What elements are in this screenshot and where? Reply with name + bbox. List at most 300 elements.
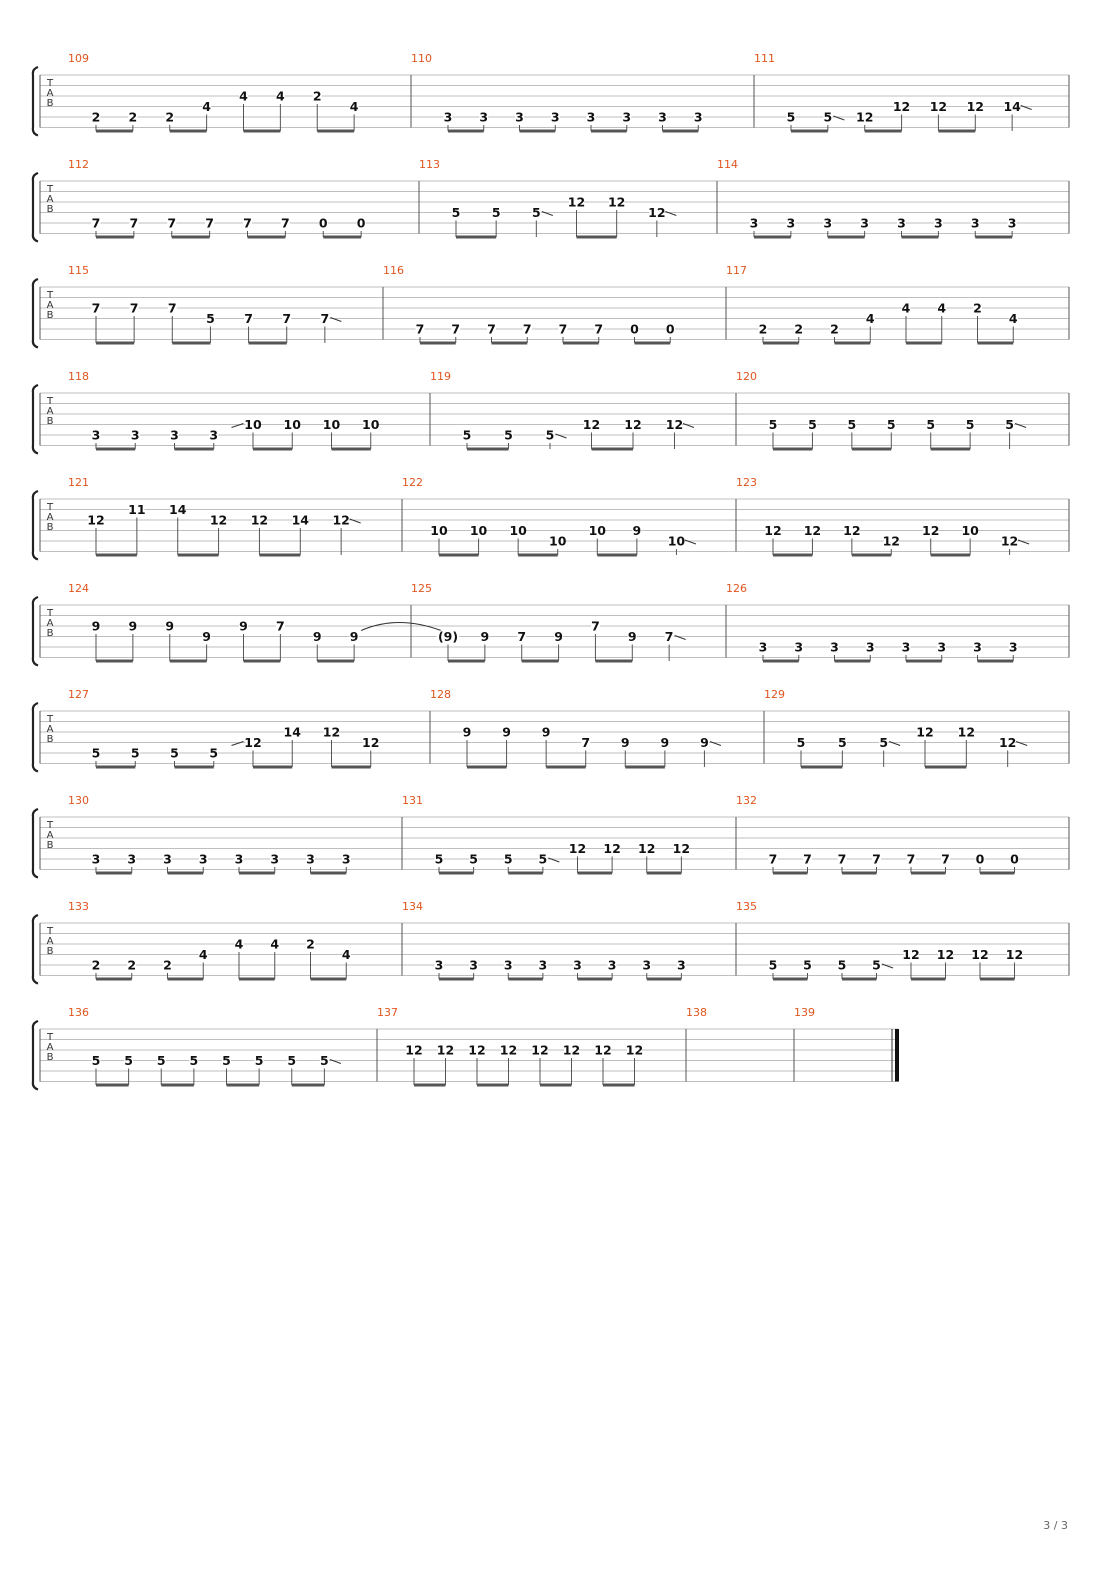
fret-number: 10 <box>283 417 301 432</box>
fret-number: 4 <box>937 300 947 316</box>
fret-number: 12 <box>250 512 269 528</box>
fret-number: 5 <box>189 1053 199 1068</box>
tab-clef-letter: T <box>46 926 54 937</box>
staff-system <box>33 794 1069 878</box>
fret-number: 3 <box>607 957 617 973</box>
fret-number: 5 <box>926 417 936 432</box>
fret-number: 9 <box>165 618 175 634</box>
fret-number: 0 <box>665 321 675 337</box>
fret-number: 7 <box>581 735 591 750</box>
fret-number: 5 <box>545 427 555 443</box>
fret-number: 3 <box>830 639 839 655</box>
fret-number: 0 <box>975 851 985 867</box>
fret-number: 3 <box>786 215 796 231</box>
fret-number: 12 <box>856 109 874 125</box>
fret-number: 14 <box>1003 99 1021 114</box>
system-bracket <box>33 67 38 136</box>
fret-number: 7 <box>167 300 177 316</box>
fret-number: 3 <box>693 109 703 125</box>
fret-number: 3 <box>1008 639 1018 655</box>
fret-number: 12 <box>648 205 666 220</box>
measure <box>794 1006 815 1019</box>
fret-number: 12 <box>625 1042 644 1058</box>
measure-number: 119 <box>430 370 451 383</box>
fret-number: 7 <box>803 851 812 867</box>
measure <box>726 582 1018 661</box>
measure-number: 112 <box>68 158 89 171</box>
fret-number: 3 <box>443 109 453 125</box>
measure-number: 131 <box>402 794 423 807</box>
fret-number: 3 <box>865 639 875 655</box>
fret-number: 3 <box>163 851 172 867</box>
measure-number: 116 <box>383 264 404 277</box>
measure-number: 136 <box>68 1006 89 1019</box>
fret-number: 4 <box>270 936 280 952</box>
page-number: 3 / 3 <box>1043 1519 1068 1532</box>
measure-number: 138 <box>686 1006 707 1019</box>
fret-number: 3 <box>503 957 513 973</box>
fret-number: 12 <box>892 99 911 114</box>
staff-system <box>33 688 1069 772</box>
fret-number: 3 <box>749 215 759 231</box>
fret-number: 4 <box>349 99 359 114</box>
fret-number: 4 <box>1008 311 1018 326</box>
measure <box>726 264 1018 343</box>
fret-number: 12 <box>803 523 822 538</box>
system-bracket <box>33 1021 38 1090</box>
measure <box>68 688 379 767</box>
fret-number: 5 <box>768 957 778 973</box>
fret-number: 2 <box>127 957 137 973</box>
fret-number: 7 <box>487 321 496 337</box>
measure <box>419 158 676 237</box>
tie-arc <box>361 623 441 631</box>
fret-number: 12 <box>922 523 940 538</box>
fret-number: 2 <box>794 321 804 337</box>
fret-number: 7 <box>664 629 674 644</box>
fret-number: 3 <box>642 957 652 973</box>
measure <box>736 794 1019 873</box>
fret-number: 7 <box>768 851 778 867</box>
fret-number: 3 <box>677 957 686 973</box>
measure-number: 125 <box>411 582 432 595</box>
fret-number: 3 <box>794 639 804 655</box>
measure <box>68 900 351 979</box>
fret-number: 7 <box>205 215 214 231</box>
system-bracket <box>33 703 38 772</box>
measure-number: 118 <box>68 370 89 383</box>
fret-number: 7 <box>129 215 139 231</box>
measure-number: 134 <box>402 900 423 913</box>
tab-clef-letter: T <box>46 502 54 513</box>
fret-number: 9 <box>620 735 630 750</box>
staff-system <box>33 900 1069 984</box>
fret-number: 7 <box>167 215 177 231</box>
tab-clef-letter: T <box>46 820 54 831</box>
fret-number: 5 <box>1005 417 1014 432</box>
fret-number: 14 <box>283 724 301 740</box>
fret-number: 7 <box>244 311 253 326</box>
staff-system <box>33 1006 898 1090</box>
tab-clef-letter: B <box>46 734 54 745</box>
system-bracket <box>33 385 38 454</box>
measure-number: 129 <box>764 688 785 701</box>
tab-clef-letter: T <box>46 608 54 619</box>
fret-number: 2 <box>128 109 138 125</box>
fret-number: 5 <box>469 851 478 867</box>
fret-number: 12 <box>531 1042 549 1058</box>
fret-number: 7 <box>282 311 292 326</box>
tab-clef-letter: A <box>46 88 54 99</box>
fret-number: 7 <box>320 311 330 326</box>
fret-number: 5 <box>130 745 140 761</box>
fret-number: 12 <box>1005 947 1024 962</box>
fret-number: 12 <box>87 512 105 528</box>
fret-number: 4 <box>341 947 351 962</box>
system-bracket <box>33 491 38 560</box>
fret-number: 9 <box>541 724 551 740</box>
measure-number: 126 <box>726 582 747 595</box>
fret-number: 7 <box>91 215 101 231</box>
staff-system <box>33 370 1069 454</box>
fret-number: 12 <box>322 724 341 740</box>
fret-number: 5 <box>254 1053 264 1068</box>
measure-number: 130 <box>68 794 89 807</box>
tab-clef-letter: T <box>46 184 54 195</box>
measure-number: 114 <box>717 158 738 171</box>
fret-number: 9 <box>700 735 709 750</box>
fret-number: 11 <box>128 502 146 517</box>
fret-number: 12 <box>624 417 642 432</box>
measure-number: 113 <box>419 158 440 171</box>
staff-system <box>33 52 1069 136</box>
fret-number: 10 <box>667 533 686 549</box>
measure-number: 135 <box>736 900 757 913</box>
measure <box>68 158 366 237</box>
tab-clef-letter: B <box>46 204 54 215</box>
fret-number: 5 <box>287 1053 297 1068</box>
fret-number: (9) <box>437 629 459 644</box>
fret-number: 10 <box>362 417 380 432</box>
fret-number: 5 <box>847 417 857 432</box>
fret-number: 3 <box>234 851 244 867</box>
fret-number: 12 <box>665 417 684 432</box>
tab-clef-letter: B <box>46 416 54 427</box>
fret-number: 14 <box>291 512 309 528</box>
fret-number: 5 <box>796 735 806 750</box>
fret-number: 12 <box>607 194 626 210</box>
measure-number: 115 <box>68 264 89 277</box>
fret-number: 5 <box>803 957 812 973</box>
fret-number: 9 <box>632 523 642 538</box>
fret-number: 3 <box>586 109 596 125</box>
measure-number: 122 <box>402 476 423 489</box>
tab-clef-letter: B <box>46 840 54 851</box>
fret-number: 5 <box>91 1053 101 1068</box>
fret-number: 5 <box>156 1053 166 1068</box>
fret-number: 10 <box>430 523 448 538</box>
fret-number: 3 <box>479 109 489 125</box>
measure <box>68 264 341 343</box>
fret-number: 12 <box>468 1042 486 1058</box>
fret-number: 9 <box>502 724 511 740</box>
tab-clef-letter: B <box>46 310 54 321</box>
measure <box>430 370 694 449</box>
fret-number: 3 <box>270 851 280 867</box>
measure-number: 117 <box>726 264 747 277</box>
fret-number: 5 <box>451 205 461 220</box>
fret-number: 12 <box>971 947 989 962</box>
fret-number: 3 <box>622 109 632 125</box>
fret-number: 9 <box>462 724 472 740</box>
measure <box>68 370 380 449</box>
fret-number: 5 <box>206 311 215 326</box>
fret-number: 5 <box>837 957 847 973</box>
tab-clef-letter: A <box>46 936 54 947</box>
fret-number: 5 <box>320 1053 329 1068</box>
fret-number: 3 <box>170 427 179 443</box>
tab-clef-letter: T <box>46 78 54 89</box>
fret-number: 2 <box>165 109 175 125</box>
fret-number: 7 <box>837 851 847 867</box>
fret-number: 0 <box>630 321 639 337</box>
fret-number: 3 <box>823 215 833 231</box>
fret-number: 2 <box>973 300 982 316</box>
fret-number: 12 <box>916 724 934 740</box>
fret-number: 12 <box>244 735 262 750</box>
measure <box>68 582 441 661</box>
fret-number: 5 <box>209 745 219 761</box>
fret-number: 7 <box>591 618 600 634</box>
fret-number: 3 <box>434 957 444 973</box>
fret-number: 2 <box>306 936 315 952</box>
fret-number: 5 <box>434 851 444 867</box>
fret-number: 10 <box>961 523 979 538</box>
measure <box>736 370 1026 449</box>
fret-number: 5 <box>879 735 889 750</box>
fret-number: 10 <box>469 523 488 538</box>
fret-number: 9 <box>128 618 138 634</box>
fret-number: 7 <box>941 851 950 867</box>
fret-number: 12 <box>672 841 691 856</box>
measure-number: 127 <box>68 688 89 701</box>
measure-number: 123 <box>736 476 757 489</box>
fret-number: 7 <box>522 321 532 337</box>
fret-number: 5 <box>965 417 975 432</box>
measure-number: 133 <box>68 900 89 913</box>
fret-number: 3 <box>469 957 478 973</box>
fret-number: 12 <box>966 99 984 114</box>
fret-number: 5 <box>503 851 513 867</box>
fret-number: 12 <box>405 1042 423 1058</box>
fret-number: 4 <box>198 947 208 962</box>
system-bracket <box>33 809 38 878</box>
fret-number: 12 <box>998 735 1017 750</box>
fret-number: 3 <box>130 427 140 443</box>
fret-number: 10 <box>244 417 262 432</box>
measure <box>402 794 690 873</box>
fret-number: 2 <box>163 957 172 973</box>
fret-number: 12 <box>882 533 900 549</box>
fret-number: 7 <box>281 215 290 231</box>
measure <box>68 1006 341 1085</box>
fret-number: 5 <box>462 427 472 443</box>
fret-number: 2 <box>830 321 839 337</box>
fret-number: 5 <box>837 735 847 750</box>
tab-clef-letter: A <box>46 1042 54 1053</box>
fret-number: 12 <box>936 947 955 962</box>
tab-clef-letter: B <box>46 628 54 639</box>
fret-number: 3 <box>515 109 524 125</box>
tab-clef-letter: A <box>46 194 54 205</box>
fret-number: 12 <box>568 841 587 856</box>
measure <box>68 52 359 131</box>
fret-number: 3 <box>91 851 101 867</box>
measure <box>402 476 696 555</box>
fret-number: 5 <box>872 957 881 973</box>
fret-number: 4 <box>901 300 911 316</box>
fret-number: 3 <box>973 639 982 655</box>
fret-number: 3 <box>91 427 101 443</box>
fret-number: 3 <box>209 427 219 443</box>
fret-number: 3 <box>1007 215 1017 231</box>
tab-clef-letter: B <box>46 98 54 109</box>
measure <box>411 52 703 131</box>
tab-clef-letter: A <box>46 512 54 523</box>
fret-number: 7 <box>91 300 101 316</box>
fret-number: 5 <box>786 109 796 125</box>
fret-number: 5 <box>808 417 817 432</box>
tab-clef-letter: A <box>46 300 54 311</box>
fret-number: 12 <box>362 735 380 750</box>
fret-number: 9 <box>239 618 248 634</box>
fret-number: 3 <box>897 215 906 231</box>
fret-number: 7 <box>451 321 461 337</box>
fret-number: 9 <box>91 618 101 634</box>
fret-number: 4 <box>202 99 211 114</box>
measure-number: 124 <box>68 582 89 595</box>
fret-number: 3 <box>306 851 315 867</box>
fret-number: 2 <box>758 321 768 337</box>
measure <box>736 900 1023 979</box>
tab-clef-letter: B <box>46 946 54 957</box>
measure-number: 137 <box>377 1006 398 1019</box>
fret-number: 3 <box>550 109 560 125</box>
fret-number: 9 <box>202 629 211 644</box>
measure <box>754 52 1032 131</box>
measure-number: 109 <box>68 52 89 65</box>
fret-number: 3 <box>860 215 869 231</box>
tab-clef-letter: B <box>46 1052 54 1063</box>
tab-clef-letter: T <box>46 714 54 725</box>
fret-number: 0 <box>1010 851 1019 867</box>
fret-number: 3 <box>970 215 980 231</box>
fret-number: 3 <box>198 851 208 867</box>
fret-number: 5 <box>768 417 778 432</box>
fret-number: 0 <box>318 215 328 231</box>
fret-number: 10 <box>509 523 527 538</box>
fret-number: 10 <box>322 417 341 432</box>
measure <box>717 158 1017 237</box>
fret-number: 3 <box>538 957 548 973</box>
fret-number: 7 <box>517 629 527 644</box>
fret-number: 7 <box>276 618 285 634</box>
fret-number: 5 <box>531 205 541 220</box>
measure <box>764 688 1027 767</box>
tab-clef-letter: T <box>46 396 54 407</box>
fret-number: 12 <box>929 99 948 114</box>
system-bracket <box>33 915 38 984</box>
system-bracket <box>33 173 38 242</box>
tab-clef-letter: A <box>46 618 54 629</box>
tab-clef-letter: A <box>46 724 54 735</box>
measure <box>736 476 1029 555</box>
fret-number: 5 <box>823 109 833 125</box>
system-bracket <box>33 597 38 666</box>
tab-clef-letter: A <box>46 830 54 841</box>
staff-system <box>33 476 1069 560</box>
measure <box>68 794 351 873</box>
staff-system <box>33 158 1069 242</box>
fret-number: 5 <box>222 1053 231 1068</box>
measure-number: 132 <box>736 794 757 807</box>
fret-number: 7 <box>906 851 916 867</box>
fret-number: 3 <box>341 851 351 867</box>
fret-number: 12 <box>843 523 861 538</box>
fret-number: 12 <box>332 512 350 528</box>
fret-number: 2 <box>91 109 101 125</box>
fret-number: 4 <box>239 88 248 104</box>
measure <box>402 900 686 979</box>
fret-number: 7 <box>558 321 568 337</box>
fret-number: 5 <box>538 851 548 867</box>
fret-number: 4 <box>865 311 875 326</box>
fret-number: 14 <box>169 502 187 517</box>
fret-number: 12 <box>436 1042 455 1058</box>
fret-number: 12 <box>562 1042 581 1058</box>
fret-number: 5 <box>91 745 101 761</box>
measure-number: 128 <box>430 688 451 701</box>
fret-number: 3 <box>127 851 137 867</box>
measure-number: 139 <box>794 1006 815 1019</box>
staff-system <box>33 264 1069 348</box>
fret-number: 9 <box>554 629 563 644</box>
fret-number: 12 <box>902 947 920 962</box>
fret-number: 7 <box>243 215 252 231</box>
fret-number: 5 <box>170 745 179 761</box>
fret-number: 12 <box>764 523 782 538</box>
system-bracket <box>33 279 38 348</box>
fret-number: 2 <box>312 88 322 104</box>
tab-clef-letter: B <box>46 522 54 533</box>
fret-number: 12 <box>957 724 976 740</box>
measure-number: 120 <box>736 370 757 383</box>
fret-number: 2 <box>91 957 101 973</box>
fret-number: 7 <box>129 300 139 316</box>
fret-number: 5 <box>491 205 501 220</box>
fret-number: 3 <box>901 639 911 655</box>
fret-number: 10 <box>588 523 606 538</box>
fret-number: 4 <box>276 88 285 104</box>
fret-number: 3 <box>658 109 667 125</box>
fret-number: 7 <box>415 321 425 337</box>
fret-number: 7 <box>594 321 604 337</box>
fret-number: 12 <box>582 417 601 432</box>
measure <box>68 476 361 555</box>
fret-number: 12 <box>567 194 586 210</box>
fret-number: 3 <box>934 215 943 231</box>
fret-number: 5 <box>504 427 513 443</box>
